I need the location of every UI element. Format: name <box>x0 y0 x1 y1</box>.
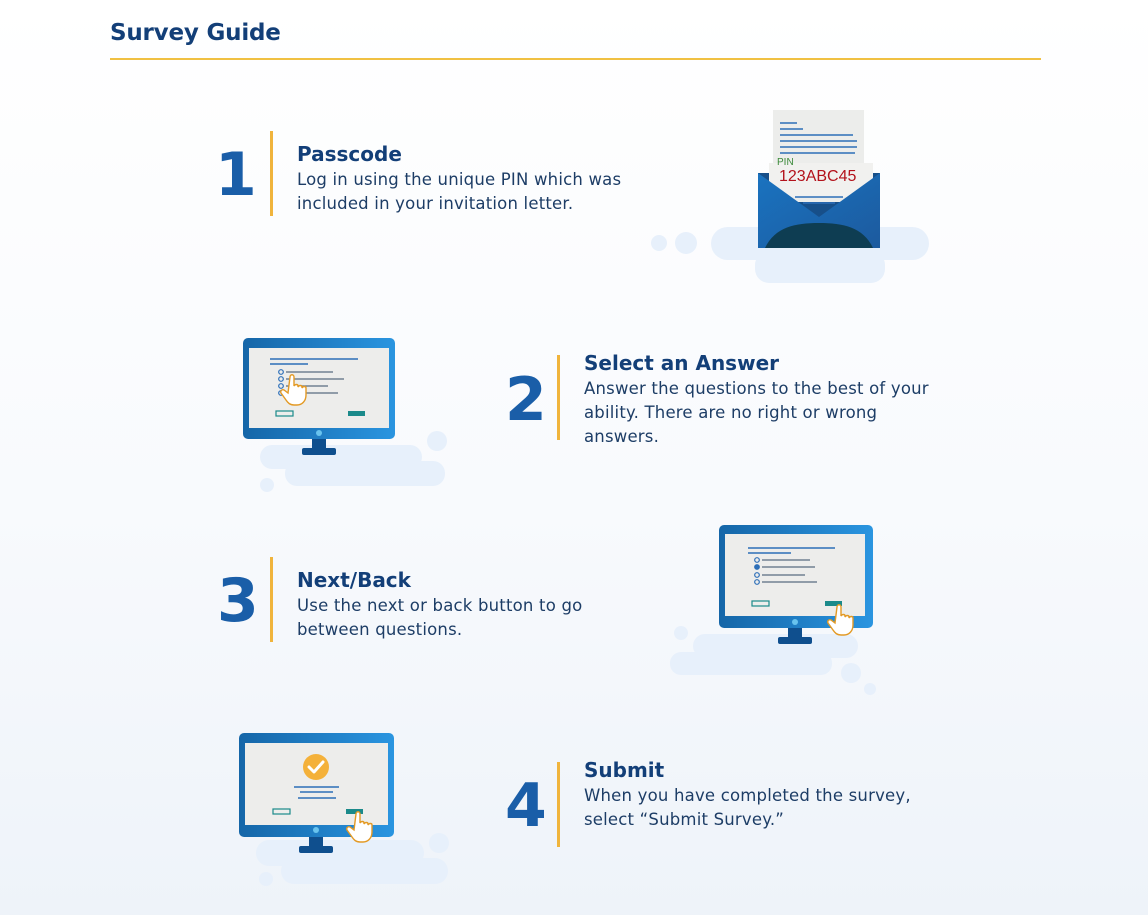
envelope-pin-icon <box>645 105 945 290</box>
step-heading: Submit <box>584 758 665 782</box>
pin-label: PIN <box>777 157 794 168</box>
monitor-next-button-icon <box>665 522 880 697</box>
step-number: 1 <box>215 140 257 210</box>
step-description: Answer the questions to the best of your ability. There are no right or wrong answers. <box>584 379 929 446</box>
step-number: 2 <box>505 365 547 435</box>
step-heading: Passcode <box>297 142 402 166</box>
step-description: When you have completed the survey, select “Submit Survey.” <box>584 786 911 829</box>
monitor-select-answer-icon <box>240 335 455 495</box>
step-number: 3 <box>217 566 259 636</box>
step-divider <box>557 762 560 847</box>
page-title: Survey Guide <box>110 20 281 46</box>
step-divider <box>270 557 273 642</box>
step-heading: Select an Answer <box>584 351 779 375</box>
step-description: Use the next or back button to go between questions. <box>297 596 583 639</box>
step-number: 4 <box>505 771 547 841</box>
monitor-submit-check-icon <box>236 730 456 890</box>
step-divider <box>270 131 273 216</box>
step-description: Log in using the unique PIN which was included in your invitation letter. <box>297 170 622 213</box>
title-divider <box>110 58 1041 60</box>
step-heading: Next/Back <box>297 568 411 592</box>
pin-code: 123ABC45 <box>779 168 857 185</box>
step-divider <box>557 355 560 440</box>
